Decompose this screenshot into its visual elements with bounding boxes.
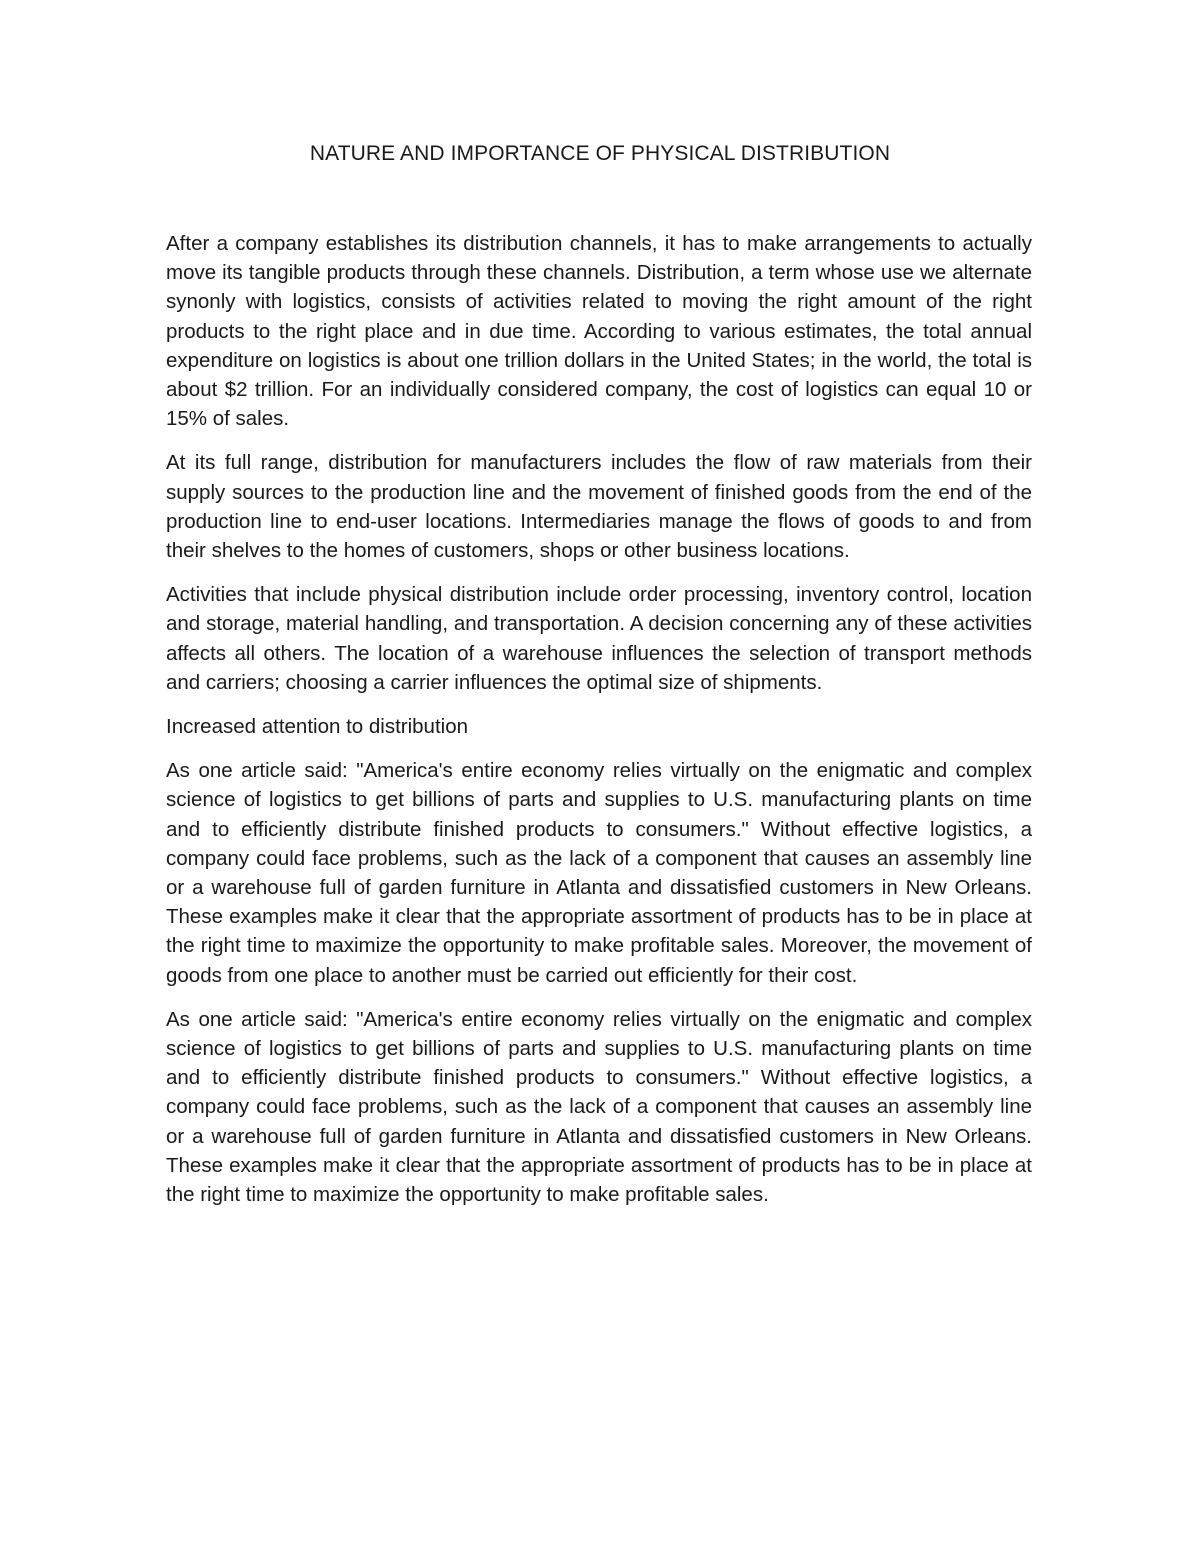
paragraph-intro: After a company establishes its distribution channels, it has to make arrangements to actually move its tangible products through these channels. Distribution, a term whose use we alternate synonly with logistics, consists of activities related to moving the right amount of the right products to the right place and in due time. According to various estimates, the total annual expenditure on logistics is about one trillion dollars in the United States; in the world, the total is about $2 trillion. For an individually considered company, the cost of logistics can equal 10 or 15% of sales. (166, 232, 1032, 431)
document-body (166, 229, 1032, 1224)
paragraph-article-quote-repeat: As one article said: "America's entire economy relies virtually on the enigmatic and complex science of logistics to get billions of parts and supplies to U.S. manufacturing plants on time and to efficiently distribute finished products to consumers." Without effective logistics, a company could face problems, such as the lack of a component that causes an assembly line or a warehouse full of garden furniture in Atlanta and dissatisfied customers in New Orleans. These examples make it clear that the appropriate assortment of products has to be in place at the right time to maximize the opportunity to make profitable sales. (166, 1007, 1032, 1207)
paragraph-activities: Activities that include physical distribution include order processing, inventory control, location and storage, material handling, and transportation. A decision concerning any of these activities affects all others. The location of a warehouse influences the selection of transport methods and carriers; choosing a carrier influences the optimal size of shipments. (166, 583, 1032, 694)
paragraph-article-quote: As one article said: "America's entire economy relies virtually on the enigmatic and complex science of logistics to get billions of parts and supplies to U.S. manufacturing plants on time and to efficiently distribute finished products to consumers." Without effective logistics, a company could face problems, such as the lack of a component that causes an assembly line or a warehouse full of garden furniture in Atlanta and dissatisfied customers in New Orleans. These examples make it clear that the appropriate assortment of products has to be in place at the right time to maximize the opportunity to make profitable sales. Moreover, the movement of goods from one place to another must be carried out efficiently for their cost. (166, 759, 1032, 987)
section-heading: Increased attention to distribution (166, 715, 468, 739)
document-title: NATURE AND IMPORTANCE OF PHYSICAL DISTRIBUTION (309, 142, 891, 165)
paragraph-full-range: At its full range, distribution for manufacturers includes the flow of raw materials from their supply sources to the production line and the movement of finished goods from the end of the production line to end-user locations. Intermediaries manage the flows of goods to and from their shelves to the homes of customers, shops or other business locations. (166, 451, 1032, 563)
